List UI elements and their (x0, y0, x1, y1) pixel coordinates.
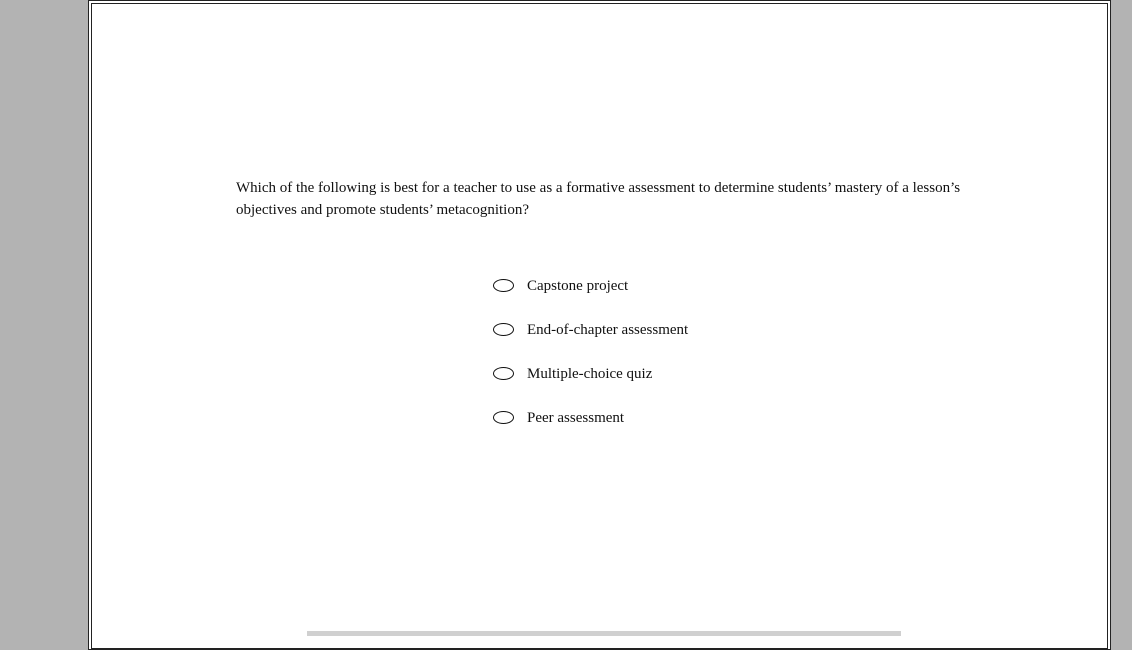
radio-button[interactable] (493, 367, 514, 380)
radio-button[interactable] (493, 411, 514, 424)
page-frame (91, 3, 1108, 649)
radio-button[interactable] (493, 279, 514, 292)
option-capstone-project[interactable] (493, 274, 688, 318)
horizontal-scrollbar[interactable] (307, 631, 901, 636)
answer-options (493, 274, 688, 450)
question-text: Which of the following is best for a teacher to use as a formative assessment to determine students’ mastery of a lesson’s objectives and promote students’ metacognition? (236, 180, 961, 218)
option-label: End-of-chapter assessment (527, 322, 689, 338)
option-peer-assessment[interactable] (493, 406, 688, 450)
option-label: Peer assessment (527, 410, 625, 426)
radio-button[interactable] (493, 323, 514, 336)
option-multiple-choice-quiz[interactable] (493, 362, 688, 406)
option-label: Multiple-choice quiz (527, 366, 653, 382)
option-end-of-chapter-assessment[interactable] (493, 318, 688, 362)
question-page (88, 0, 1111, 650)
option-label: Capstone project (527, 278, 629, 294)
